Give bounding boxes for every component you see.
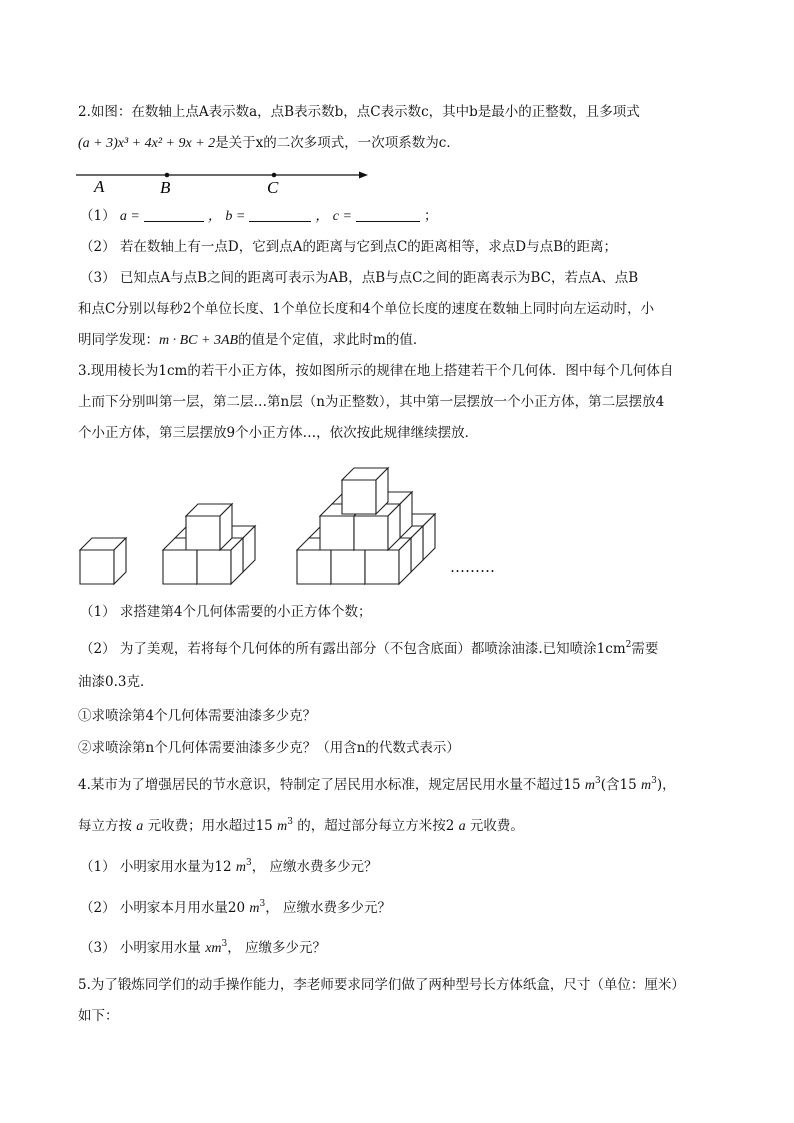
q4-line1-pre: 4.某市为了增强居民的节水意识，特制定了居民用水标准，规定居民用水量不超过15 bbox=[78, 777, 581, 793]
q4-part2-pre: （2） 小明家本月用水量20 bbox=[80, 900, 246, 916]
q4-a-1: a bbox=[136, 819, 144, 834]
q4-a-2: a bbox=[458, 819, 466, 834]
q2-c-label: ， c = bbox=[315, 209, 352, 224]
q2-part3-line3 bbox=[78, 330, 426, 351]
q4-stem-line1 bbox=[78, 775, 676, 796]
label-a: A bbox=[94, 177, 105, 196]
q4-xm: xm bbox=[205, 941, 222, 956]
q2-part1-number: （1） bbox=[80, 208, 116, 224]
q2-part1 bbox=[80, 206, 437, 227]
q4-line2-pre: 每立方按 bbox=[78, 818, 132, 834]
q2-stem-line1: 2.如图：在数轴上点A表示数a，点B表示数b，点C表示数c，其中b是最小的正整数，且多项式 bbox=[78, 104, 640, 120]
label-c: C bbox=[267, 178, 279, 197]
q4-m-1: m bbox=[584, 778, 595, 793]
q3-part2-line2: 油漆0.3克． bbox=[78, 674, 154, 690]
q2-part3-post: 的值是个定值，求此时m的值． bbox=[238, 332, 427, 348]
q2-stem-line2 bbox=[78, 133, 460, 154]
q4-line1-mid: (含15 bbox=[600, 777, 637, 793]
q4-line2-mid: 元收费；用水超过15 bbox=[147, 818, 273, 834]
stack-3 bbox=[297, 468, 435, 584]
q3-part1: （1） 求搭建第4个几何体需要的小正方体个数； bbox=[80, 604, 372, 620]
q4-part3-pre: （3） 小明家用水量 bbox=[80, 940, 201, 956]
q4-part3 bbox=[80, 938, 326, 959]
q3-part2-post: 需要 bbox=[631, 641, 659, 657]
q3-part2-pre: （2） 为了美观，若将每个几何体的所有露出部分（不包含底面）都喷涂油漆.已知喷涂1cm bbox=[80, 641, 626, 657]
number-line-figure bbox=[74, 162, 374, 198]
number-line-arrow bbox=[359, 172, 368, 179]
q4-part1-post: ， 应缴水费多少元？ bbox=[251, 859, 378, 875]
q2-part3-expression: m · BC + 3AB bbox=[159, 333, 239, 348]
q2-part2: （2） 若在数轴上有一点D，它到点A的距离与它到点C的距离相等，求点D与点B的距离； bbox=[80, 239, 618, 255]
cube-stack-figure bbox=[70, 450, 510, 590]
q4-line2-end: 元收费。 bbox=[469, 818, 524, 834]
q4-sup-4: 3 bbox=[245, 858, 252, 868]
q2-c-blank[interactable] bbox=[356, 207, 420, 222]
q4-m-5: m bbox=[249, 901, 260, 916]
q4-sup-3: 3 bbox=[287, 817, 293, 827]
q4-part1 bbox=[80, 857, 378, 878]
q2-stem-line2-tail: 是关于x的二次多项式，一次项系数为c． bbox=[215, 135, 460, 151]
q2-part3-line2: 和点C分别以每秒2个单位长度、1个单位长度和4个单位长度的速度在数轴上同时向左运动时，小 bbox=[78, 301, 655, 317]
q4-sup-5: 3 bbox=[259, 899, 266, 909]
q2-a-label: a = bbox=[119, 209, 140, 224]
q4-stem-line2 bbox=[78, 816, 524, 837]
q4-line1-end: )， bbox=[656, 777, 676, 793]
q4-m-4: m bbox=[235, 860, 246, 875]
point-c-dot bbox=[272, 173, 277, 178]
q2-part1-end: ； bbox=[423, 208, 438, 224]
q4-m-3: m bbox=[277, 819, 288, 834]
q4-part2-post: ， 应缴水费多少元？ bbox=[265, 900, 392, 916]
q4-part3-post: ， 应缴多少元？ bbox=[227, 940, 327, 956]
point-b-dot bbox=[165, 173, 170, 178]
label-b: B bbox=[160, 178, 171, 197]
q4-sup-6: 3 bbox=[221, 939, 228, 949]
q4-part1-pre: （1） 小明家用水量为12 bbox=[80, 859, 232, 875]
q4-sup-2: 3 bbox=[651, 776, 657, 786]
q3-stem-line1: 3.现用棱长为1cm的若干小正方体，按如图所示的规律在地上搭建若干个几何体．图中每个几何体自 bbox=[78, 363, 674, 379]
q5-stem-line1: 5.为了锻炼同学们的动手操作能力，李老师要求同学们做了两种型号长方体纸盒，尺寸（单位：厘米） bbox=[78, 977, 685, 993]
q4-part2 bbox=[80, 898, 391, 919]
q3-part2-line1 bbox=[80, 639, 658, 659]
figure-continuation-dots: ……… bbox=[450, 558, 495, 576]
q3-sub2: ②求喷涂第n个几何体需要油漆多少克？（用含n的代数式表示） bbox=[78, 740, 460, 756]
q5-stem-line2: 如下： bbox=[78, 1008, 119, 1024]
q4-line2-mid2: 的，超过部分每立方米按2 bbox=[297, 818, 455, 834]
q2-b-label: ， b = bbox=[207, 209, 246, 224]
q2-a-blank[interactable] bbox=[144, 207, 204, 222]
stack-2 bbox=[163, 504, 255, 584]
q2-b-blank[interactable] bbox=[249, 207, 311, 222]
q3-stem-line3: 个小正方体，第三层摆放9个小正方体…，依次按此规律继续摆放． bbox=[78, 425, 479, 441]
q4-sup-1: 3 bbox=[594, 776, 601, 786]
q3-stem-line2: 上而下分别叫第一层，第二层…第n层（n为正整数），其中第一层摆放一个小正方体，第二层摆放4 bbox=[78, 394, 665, 410]
q3-sub1: ①求喷涂第4个几何体需要油漆多少克？ bbox=[78, 708, 317, 724]
stack-1 bbox=[80, 538, 126, 584]
q2-part3-line1: （3） 已知点A与点B之间的距离可表示为AB，点B与点C之间的距离表示为BC，若点A、点B bbox=[80, 270, 639, 286]
q3-part2-sup: 2 bbox=[625, 640, 632, 650]
q4-m-2: m bbox=[640, 778, 652, 793]
q2-part3-pre: 明同学发现： bbox=[78, 332, 159, 348]
q2-polynomial: (a + 3)x³ + 4x² + 9x + 2 bbox=[78, 136, 216, 151]
